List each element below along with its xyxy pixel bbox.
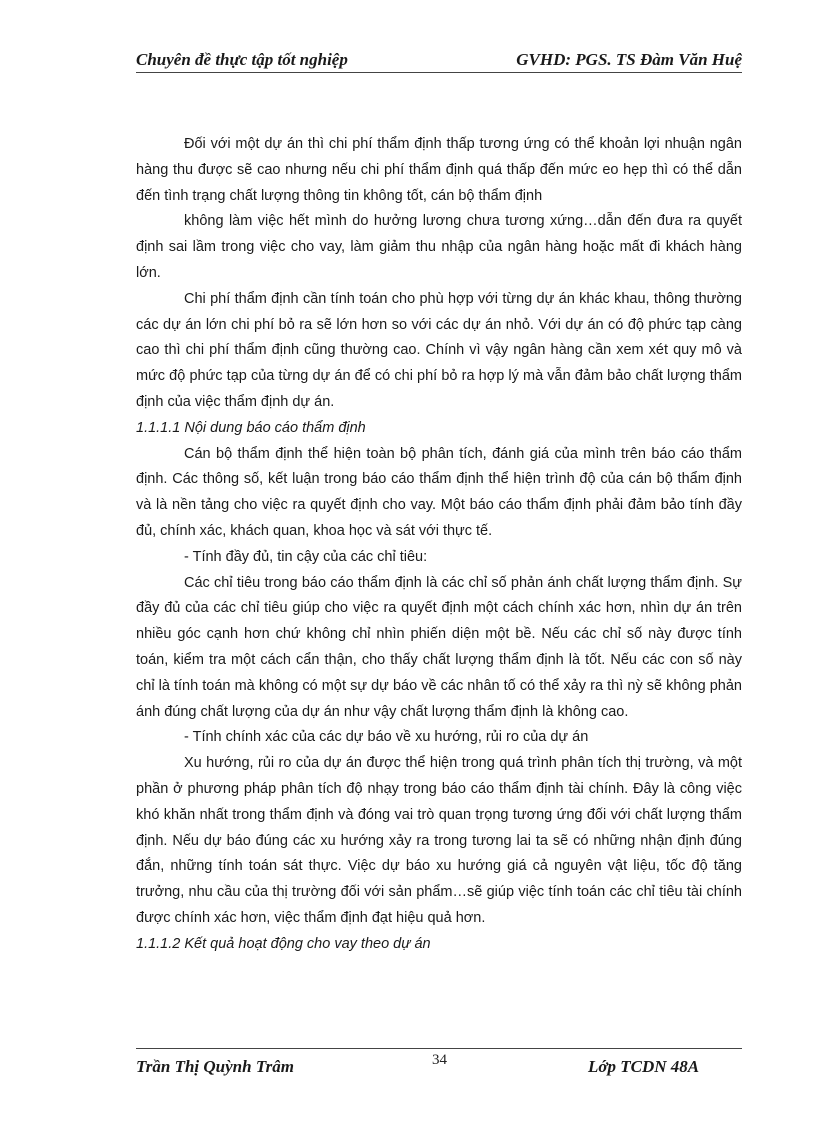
paragraph: Đối với một dự án thì chi phí thẩm định thấp tương ứng có thể khoản lợi nhuận ngân hàng thu được sẽ cao nhưng nếu chi phí thẩm định quá thấp đến mức eo hẹp thì có thể dẫn đến tình trạng chất lượng thông tin không tốt, cán bộ thẩm định: [136, 136, 742, 204]
paragraph: - Tính đầy đủ, tin cậy của các chỉ tiêu:: [184, 548, 428, 565]
footer-class: Lớp TCDN 48A: [588, 1057, 700, 1076]
paragraph: Chi phí thẩm định cần tính toán cho phù hợp với từng dự án khác khau, thông thường các dự án lớn chi phí bỏ ra sẽ lớn hơn so với các dự án nhỏ. Với dự án có độ phức tạp càng cao thì chi phí thẩm định cũng thường cao. Chính vì vậy ngân hàng cần xem xét quy mô và mức độ phức tạp của từng dự án để có chi phí bỏ ra hợp lý mà vẫn đảm bảo chất lượng thẩm định của việc thẩm định dự án.: [136, 290, 742, 410]
page-number: 34: [432, 1052, 447, 1068]
footer-author: Trần Thị Quỳnh Trâm: [136, 1057, 294, 1076]
page-header: [136, 48, 742, 73]
paragraph: - Tính chính xác của các dự báo về xu hướng, rủi ro của dự án: [184, 729, 589, 746]
document-body: [136, 132, 742, 958]
paragraph: Các chỉ tiêu trong báo cáo thẩm định là các chỉ số phản ánh chất lượng thẩm định. Sự đầy đủ của các chỉ tiêu giúp cho việc ra quyết định một cách chính xác hơn, nhìn dự án trên nhiều góc cạnh hơn chứ không chỉ nhìn phiến diện một bề. Nếu các chỉ số này được tính toán, kiểm tra một cách cẩn thận, cho thấy chất lượng thẩm định là tốt. Nếu các con số này chỉ là tính toán mà không có một sự dự báo về các nhân tố có thể xảy ra thì nỳ sẽ không phản ánh đúng chất lượng của dự án như vậy chất lượng thẩm định là không cao.: [136, 574, 742, 720]
header-left-title: Chuyên đề thực tập tốt nghiệp: [136, 50, 348, 69]
section-heading: 1.1.1.1 Nội dung báo cáo thẩm định: [136, 419, 366, 436]
header-right-supervisor: GVHD: PGS. TS Đàm Văn Huệ: [516, 50, 742, 69]
footer-divider: [136, 1048, 742, 1049]
paragraph: không làm việc hết mình do hưởng lương chưa tương xứng…dẫn đến đưa ra quyết định sai lầm trong việc cho vay, làm giảm thu nhập của ngân hàng hoặc mất đi khách hàng lớn.: [136, 213, 742, 281]
paragraph: Cán bộ thẩm định thể hiện toàn bộ phân tích, đánh giá của mình trên báo cáo thẩm định. Các thông số, kết luận trong báo cáo thẩm định thể hiện trình độ của cán bộ thẩm định và là nền tảng cho việc ra quyết định cho vay. Một báo cáo thẩm định phải đảm bảo tính đầy đủ, chính xác, khách quan, khoa học và sát với thực tế.: [136, 445, 742, 539]
section-heading: 1.1.1.2 Kết quả hoạt động cho vay theo dự án: [136, 935, 431, 952]
paragraph: Xu hướng, rủi ro của dự án được thể hiện trong quá trình phân tích thị trường, và một phần ở phương pháp phân tích độ nhạy trong báo cáo thẩm định tài chính. Đây là công việc khó khăn nhất trong thẩm định và đóng vai trò quan trọng tương ứng đối với chất lượng thẩm định. Nếu dự báo đúng các xu hướng xảy ra trong tương lai ta sẽ có những nhận định đúng đắn, những tính toán sát thực. Việc dự báo xu hướng giá cả nguyên vật liệu, tốc độ tăng trưởng, nhu cầu của thị trường đối với sản phẩm…sẽ giúp việc tính toán các chỉ tiêu tài chính được chính xác hơn, việc thẩm định đạt hiệu quả hơn.: [136, 755, 742, 926]
